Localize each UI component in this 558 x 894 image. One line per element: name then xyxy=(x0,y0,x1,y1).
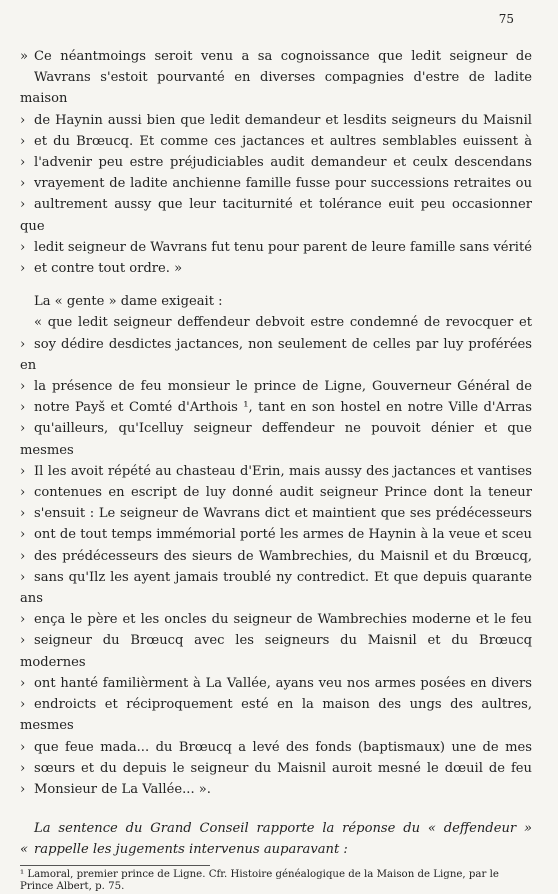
text-line: » Ce néantmoings seroit venu a sa cognoissance que ledit seigneur de xyxy=(20,46,532,67)
quote-marker: › xyxy=(20,527,26,543)
quote-marker: › xyxy=(20,197,26,213)
quote-marker: › xyxy=(20,176,26,192)
text-line: › s'ensuit : Le seigneur de Wavrans dict et maintient que ses prédécesseurs xyxy=(20,503,532,524)
quote-marker: › xyxy=(20,633,26,649)
text-line: › ont hanté familièrment à La Vallée, ayans veu nos armes posées en divers xyxy=(20,673,532,694)
text-line: › notre Payš et Comté d'Arthois ¹, tant en son hostel en notre Ville d'Arras xyxy=(20,397,532,418)
paragraph-block-2 xyxy=(20,312,532,800)
quote-marker: › xyxy=(20,697,26,713)
footnote-line: Prince Albert, p. 75. xyxy=(20,881,125,893)
quote-marker: › xyxy=(20,760,26,776)
quote-marker: › xyxy=(20,463,26,479)
quote-marker: › xyxy=(20,133,26,149)
footnote-line: ¹ Lamoral, premier prince de Ligne. Cfr. Histoire généalogique de la Maison de Ligne, par le xyxy=(20,868,499,880)
text-line: « que ledit seigneur deffendeur debvoit estre condemné de revocquer et xyxy=(34,315,532,331)
quote-marker: › xyxy=(20,548,26,564)
text-line: La sentence du Grand Conseil rapporte la réponse du « deffendeur » xyxy=(34,821,532,837)
quote-marker: › xyxy=(20,379,26,395)
quote-marker: › xyxy=(20,675,26,691)
quote-marker: « xyxy=(20,842,29,858)
page-number: 75 xyxy=(498,12,514,26)
text-line: › sans qu'Ilz les ayent jamais troublé ny contredict. Et que depuis quarante ans xyxy=(20,567,532,609)
quote-marker: › xyxy=(20,261,26,277)
text-line: Wavrans s'estoit pourvanté en diverses compagnies d'estre de ladite maison xyxy=(20,70,532,107)
text-line: › l'advenir peu estre préjudiciables audit demandeur et ceulx descendans xyxy=(20,152,532,173)
quote-marker: › xyxy=(20,400,26,416)
text-line: › qu'ailleurs, qu'Icelluy seigneur deffendeur ne pouvoit dénier et que mesmes xyxy=(20,418,532,460)
text-line: « rappelle les jugements intervenus auparavant : xyxy=(20,839,532,860)
quote-marker: › xyxy=(20,612,26,628)
text-line: › et du Brœucq. Et comme ces jactances et aultres semblables euissent à xyxy=(20,131,532,152)
label-line xyxy=(20,291,532,312)
text-line: › et contre tout ordre. » xyxy=(20,258,532,279)
text-line: › Il les avoit répété au chasteau d'Erin, mais aussy des jactances et vantises xyxy=(20,461,532,482)
paragraph-block-1 xyxy=(20,46,532,279)
text-line: › sœurs et du depuis le seigneur du Maisnil auroit mesné le dœuil de feu xyxy=(20,758,532,779)
quote-marker: › xyxy=(20,336,26,352)
text-line: › des prédécesseurs des sieurs de Wambrechies, du Maisnil et du Brœucq, xyxy=(20,546,532,567)
quote-marker: › xyxy=(20,569,26,585)
page-body xyxy=(20,46,532,894)
footnote-rule xyxy=(20,865,210,866)
text-line: › la présence de feu monsieur le prince de Ligne, Gouverneur Général de xyxy=(20,376,532,397)
text-line: › que feue mada... du Brœucq a levé des fonds (baptismaux) une de mes xyxy=(20,737,532,758)
quote-marker: » xyxy=(20,49,29,64)
text-line: › de Haynin aussi bien que ledit demandeur et lesdits seigneurs du Maisnil xyxy=(20,110,532,131)
text-line: › endroicts et réciproquement esté en la maison des ungs des aultres, mesmes xyxy=(20,694,532,736)
text-line: › ledit seigneur de Wavrans fut tenu pour parent de leure famille sans vérité xyxy=(20,237,532,258)
quote-marker: › xyxy=(20,112,26,128)
text-line: › ença le père et les oncles du seigneur de Wambrechies moderne et le feu xyxy=(20,609,532,630)
text-line: › Monsieur de La Vallée... ». xyxy=(20,779,532,800)
quote-marker: › xyxy=(20,421,26,437)
text-line: › contenues en escript de luy donné audit seigneur Prince dont la teneur xyxy=(20,482,532,503)
footnote xyxy=(20,869,532,894)
quote-marker: › xyxy=(20,739,26,755)
quote-marker: › xyxy=(20,781,26,797)
text-line: › aultrement aussy que leur taciturnité et tolérance euit peu occasionner que xyxy=(20,194,532,236)
text-line: › seigneur du Brœucq avec les seigneurs du Maisnil et du Brœucq modernes xyxy=(20,630,532,672)
text-line: › soy dédire desdictes jactances, non seulement de celles par luy proférées en xyxy=(20,334,532,376)
quote-marker: › xyxy=(20,239,26,255)
text-line: › ont de tout temps immémorial porté les armes de Haynin à la veue et sceu xyxy=(20,524,532,545)
quote-marker: › xyxy=(20,485,26,501)
text-line: La « gente » dame exigeait : xyxy=(34,294,223,310)
quote-marker: › xyxy=(20,155,26,171)
quote-marker: › xyxy=(20,506,26,522)
text-line: › vrayement de ladite anchienne famille fusse pour successions retraites ou xyxy=(20,173,532,194)
paragraph-block-3 xyxy=(20,818,532,860)
